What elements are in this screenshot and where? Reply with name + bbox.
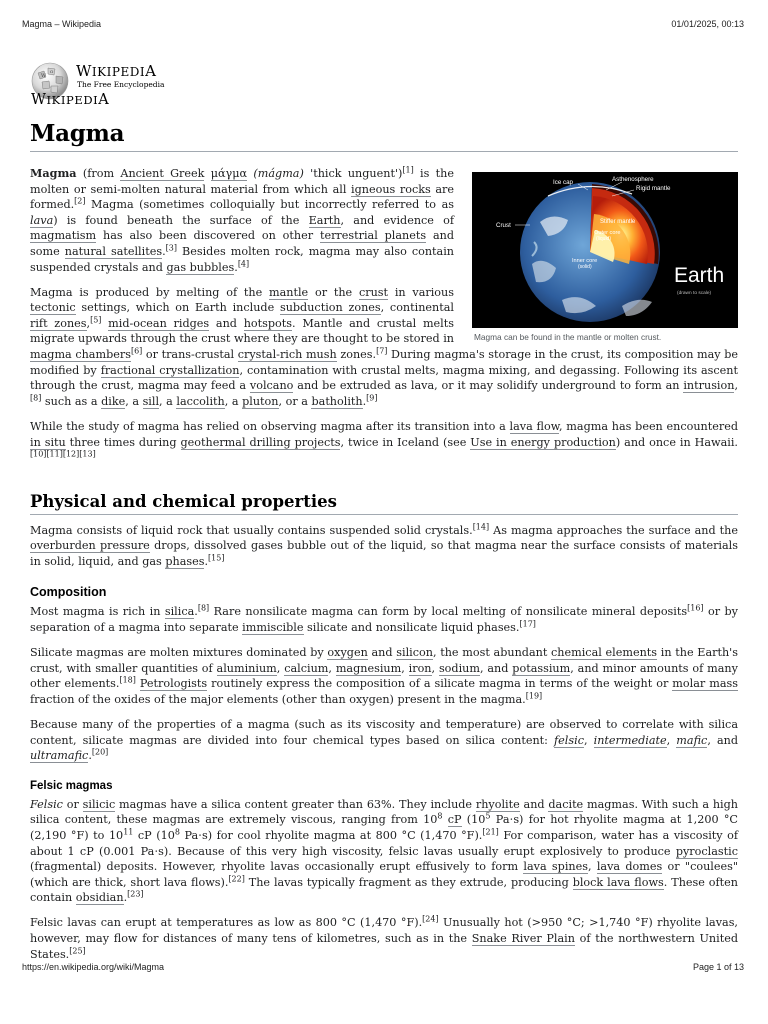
link[interactable]: laccolith [176, 394, 225, 408]
citation[interactable]: [4] [237, 258, 250, 268]
link[interactable]: pyroclastic [675, 844, 738, 858]
paragraph: Most magma is rich in silica.[8] Rare nonsilicate magma can form by local melting of nonsilicate mineral deposits[16] or by separation of a magma into separate immiscible silicate and nonsilicate liquid phases.[17] [30, 603, 738, 635]
link[interactable]: oxygen [327, 646, 368, 660]
paragraph: Silicate magmas are molten mixtures dominated by oxygen and silicon, the most abundant chemical elements in the Earth's crust, with smaller quantities of aluminium, calcium, magnesium, iron, sodium, and potassium, and minor amounts of many other elements.[18] Petrologists routinely express the composition of a silicate magma in terms of the weight or molar mass fraction of the oxides of the major elements (other than oxygen) present in the magma.[19] [30, 646, 738, 706]
link[interactable]: dike [101, 394, 126, 408]
link[interactable]: natural satellites [64, 244, 163, 258]
earth-cross-section-image[interactable] [472, 172, 738, 328]
link[interactable]: lava spines [523, 860, 588, 874]
paragraph: Magma consists of liquid rock that usually contains suspended solid crystals.[14] As magma approaches the surface and the overburden pressure drops, dissolved gases bubble out of the liquid, so that magma near the surface consists of materials in solid, liquid, and gas phases.[15] [30, 521, 739, 568]
link[interactable]: ultramafic [30, 749, 89, 763]
citation[interactable]: [18] [119, 675, 136, 685]
paragraph: Felsic or silicic magmas have a silica content greater than 63%. They include rhyolite and dacite magmas. With such a high silica content, these magmas are extremely viscous, ranging from $10^8$ cP ($10^5$ Pa⋅s) for hot rhyolite magma at 1,200 °C (2,190 °F) to $10^{11}$ cP ($10^8$ Pa⋅s) for cool rhyolite magma at 800 °C (1,470 °F).[21] For comparison, water has a viscosity of about 1 cP (0.001 Pa⋅s). Because of this very high viscosity, felsic lavas usually erupt explosively to produce pyroclastic (fragmental) deposits. However, rhyolite lavas occasionally erupt effusively to form lava spines, lava domes or "coulees" (which are thick, short lava flows).[22] The lavas typically fragment as they extrude, producing block lava flows. These often contain obsidian.[23] [30, 797, 739, 905]
article-body [30, 112, 738, 972]
link[interactable]: Snake River Plain [471, 932, 575, 946]
citation[interactable]: [8] [30, 393, 42, 403]
link[interactable]: magmatism [30, 229, 97, 243]
citation[interactable]: [23] [127, 889, 144, 899]
label-outer-core-state: (liquid) [596, 236, 612, 242]
label-stiffer-mantle: Stiffer mantle [600, 219, 636, 225]
link[interactable]: mid-ocean ridges [108, 316, 210, 330]
paragraph: While the study of magma has relied on observing magma after its transition into a lava flow, magma has been encountered in situ three times during geothermal drilling projects, twice in Iceland (see Use in energy production) and once in Hawaii.[10][11][12][13] [30, 419, 739, 459]
citation[interactable]: [21] [482, 827, 499, 837]
citation[interactable]: [6] [130, 346, 143, 356]
link[interactable]: μάγμα [210, 167, 248, 180]
link[interactable]: obsidian [75, 891, 124, 905]
link[interactable]: overburden pressure [30, 539, 150, 553]
wikipedia-logo[interactable] [30, 59, 230, 111]
print-title: Magma – Wikipedia [22, 19, 102, 29]
link[interactable]: crystal-rich mush [237, 348, 337, 362]
link[interactable]: Ancient Greek [120, 167, 205, 180]
link[interactable]: cP [447, 813, 462, 827]
link[interactable]: terrestrial planets [319, 229, 427, 243]
citation[interactable]: [5] [90, 315, 102, 325]
link[interactable]: magma chambers [30, 348, 131, 362]
label-earth: Earth [674, 264, 725, 287]
citation[interactable]: [25] [69, 945, 86, 955]
label-outer-core: Outer core [594, 230, 621, 236]
link[interactable]: immiscible [242, 621, 304, 635]
link[interactable]: mantle [269, 285, 309, 299]
wikipedia-tagline: The Free Encyclopedia [77, 80, 165, 89]
citation[interactable]: [15] [208, 553, 225, 563]
link[interactable]: hotspots [243, 316, 293, 330]
citation[interactable]: [24] [422, 914, 439, 924]
link[interactable]: volcano [249, 379, 294, 393]
link[interactable]: dacite [548, 797, 584, 811]
link[interactable]: geothermal drilling projects [180, 435, 341, 449]
link[interactable]: Petrologists [139, 677, 208, 691]
link[interactable]: lava [30, 213, 54, 227]
subsubsection-heading: Felsic magmas [30, 779, 113, 792]
citation[interactable]: [1] [402, 165, 414, 175]
citation[interactable]: [10][11][12][13] [30, 449, 96, 459]
link[interactable]: fractional crystallization [100, 363, 240, 377]
citation[interactable]: [3] [165, 243, 177, 253]
section-heading: Physical and chemical properties [30, 492, 738, 515]
label-asthenosphere: Asthenosphere [612, 176, 654, 183]
citation[interactable]: [7] [376, 346, 388, 356]
link[interactable]: batholith [311, 394, 363, 408]
paragraph: Felsic lavas can erupt at temperatures as low as 800 °C (1,470 °F).[24] Unusually hot (>950 °C; >1,740 °F) rhyolite lavas, however, may flow for distances of many tens of kilometres, such as in the Snake River Plain of the northwestern United States.[25] [30, 914, 738, 961]
citation[interactable]: [22] [228, 874, 245, 884]
link[interactable]: molar mass [672, 677, 738, 691]
link[interactable]: block lava flows [572, 875, 664, 889]
page-title: Magma [30, 120, 738, 152]
citation[interactable]: [8] [197, 603, 210, 613]
link[interactable]: magnesium [335, 661, 402, 675]
paragraph: Magma is produced by melting of the mantle or the crust in various tectonic settings, which on Earth include subduction zones, continental rift zones,[5] mid-ocean ridges and hotspots. Mantle and crustal melts migrate upwards through the crust where they are thought to be stored in magma chambers[6] or trans-crustal crystal-rich mush zones.[7] During magma's storage in the crust, its composition may be modified by fractional crystallization, contamination with crustal melts, magma mixing, and degassing. Following its ascent through the crust, magma may feed a volcano and be extruded as lava, or it may solidify underground to form an intrusion,[8] such as a dike, a sill, a laccolith, a pluton, or a batholith.[9] [30, 285, 739, 408]
link[interactable]: chemical elements [551, 646, 658, 660]
label-scale: (drawn to scale) [677, 291, 712, 296]
link[interactable]: silicon [396, 646, 433, 660]
link[interactable]: Earth [308, 213, 341, 227]
label-rigid-mantle: Rigid mantle [636, 185, 671, 192]
link[interactable]: sodium [438, 661, 480, 675]
link[interactable]: gas bubbles [166, 260, 235, 274]
link[interactable]: phases [165, 554, 205, 568]
link[interactable]: silica [164, 605, 195, 619]
link[interactable]: iron [408, 661, 432, 675]
link[interactable]: tectonic [30, 301, 76, 315]
print-header [22, 19, 744, 33]
print-datetime: 01/01/2025, 00:13 [671, 19, 744, 29]
label-inner-core-state: (solid) [578, 264, 592, 270]
label-ice-cap: Ice cap [553, 179, 573, 186]
print-page-number: Page 1 of 13 [692, 962, 744, 972]
paragraph: Because many of the properties of a magma (such as its viscosity and temperature) are observed to correlate with silica content, silicate magmas are divided into four chemical types based on silica content: felsic, intermediate, mafic, and ultramafic.[20] [30, 718, 738, 763]
link[interactable]: igneous rocks [351, 182, 431, 196]
print-url: https://en.wikipedia.org/wiki/Magma [22, 962, 165, 972]
citation[interactable]: [20] [91, 747, 109, 757]
link[interactable]: silicic [82, 797, 116, 811]
label-crust: Crust [496, 222, 511, 229]
link[interactable]: in situ [30, 435, 66, 449]
link[interactable]: intermediate [593, 733, 667, 747]
subsection-heading: Composition [30, 585, 107, 600]
link[interactable]: aluminium [216, 661, 277, 675]
link[interactable]: crust [358, 285, 389, 299]
citation[interactable]: [9] [366, 393, 378, 403]
wikipedia-wordmark-small: WIKIPEDIA [31, 92, 110, 108]
citation[interactable]: [17] [519, 619, 536, 629]
citation[interactable]: [14] [472, 521, 490, 531]
link[interactable]: mafic [676, 733, 708, 747]
link[interactable]: rhyolite [475, 797, 520, 811]
print-footer [22, 962, 744, 976]
link[interactable]: potassium [512, 661, 571, 675]
figure-caption: Magma can be found in the mantle or molten crust. [474, 332, 662, 342]
link[interactable]: lava flow [509, 419, 559, 433]
link[interactable]: Use in energy production [470, 435, 616, 449]
link[interactable]: intrusion [683, 379, 735, 393]
citation[interactable]: [16] [687, 603, 704, 613]
citation[interactable]: [2] [74, 196, 86, 206]
link[interactable]: rift zones [30, 316, 87, 330]
link[interactable]: calcium [284, 661, 329, 675]
label-inner-core: Inner core [572, 258, 598, 264]
svg-text:W: W [41, 73, 47, 79]
link[interactable]: lava domes [596, 860, 663, 874]
citation[interactable]: [19] [525, 691, 543, 701]
link[interactable]: subduction zones [279, 301, 381, 315]
paragraph-lead: Magma (from Ancient Greek μάγμα (mágma) 'thick unguent')[1] is the molten or semi-molten natural material from which all igneous rocks are formed.[2] Magma (sometimes colloquially but incorrectly referred to as lava) is found beneath the surface of the Earth, and evidence of magmatism has also been discovered on other terrestrial planets and some natural satellites.[3] Besides molten rock, magma may also contain suspended crystals and gas bubbles.[4] [30, 165, 455, 274]
link[interactable]: felsic [554, 733, 584, 747]
svg-text:Ω: Ω [50, 69, 54, 74]
link[interactable]: pluton [242, 394, 279, 408]
link[interactable]: sill [142, 394, 160, 408]
earth-figure [472, 172, 738, 342]
wikipedia-wordmark: WIKIPEDIA [76, 62, 157, 80]
